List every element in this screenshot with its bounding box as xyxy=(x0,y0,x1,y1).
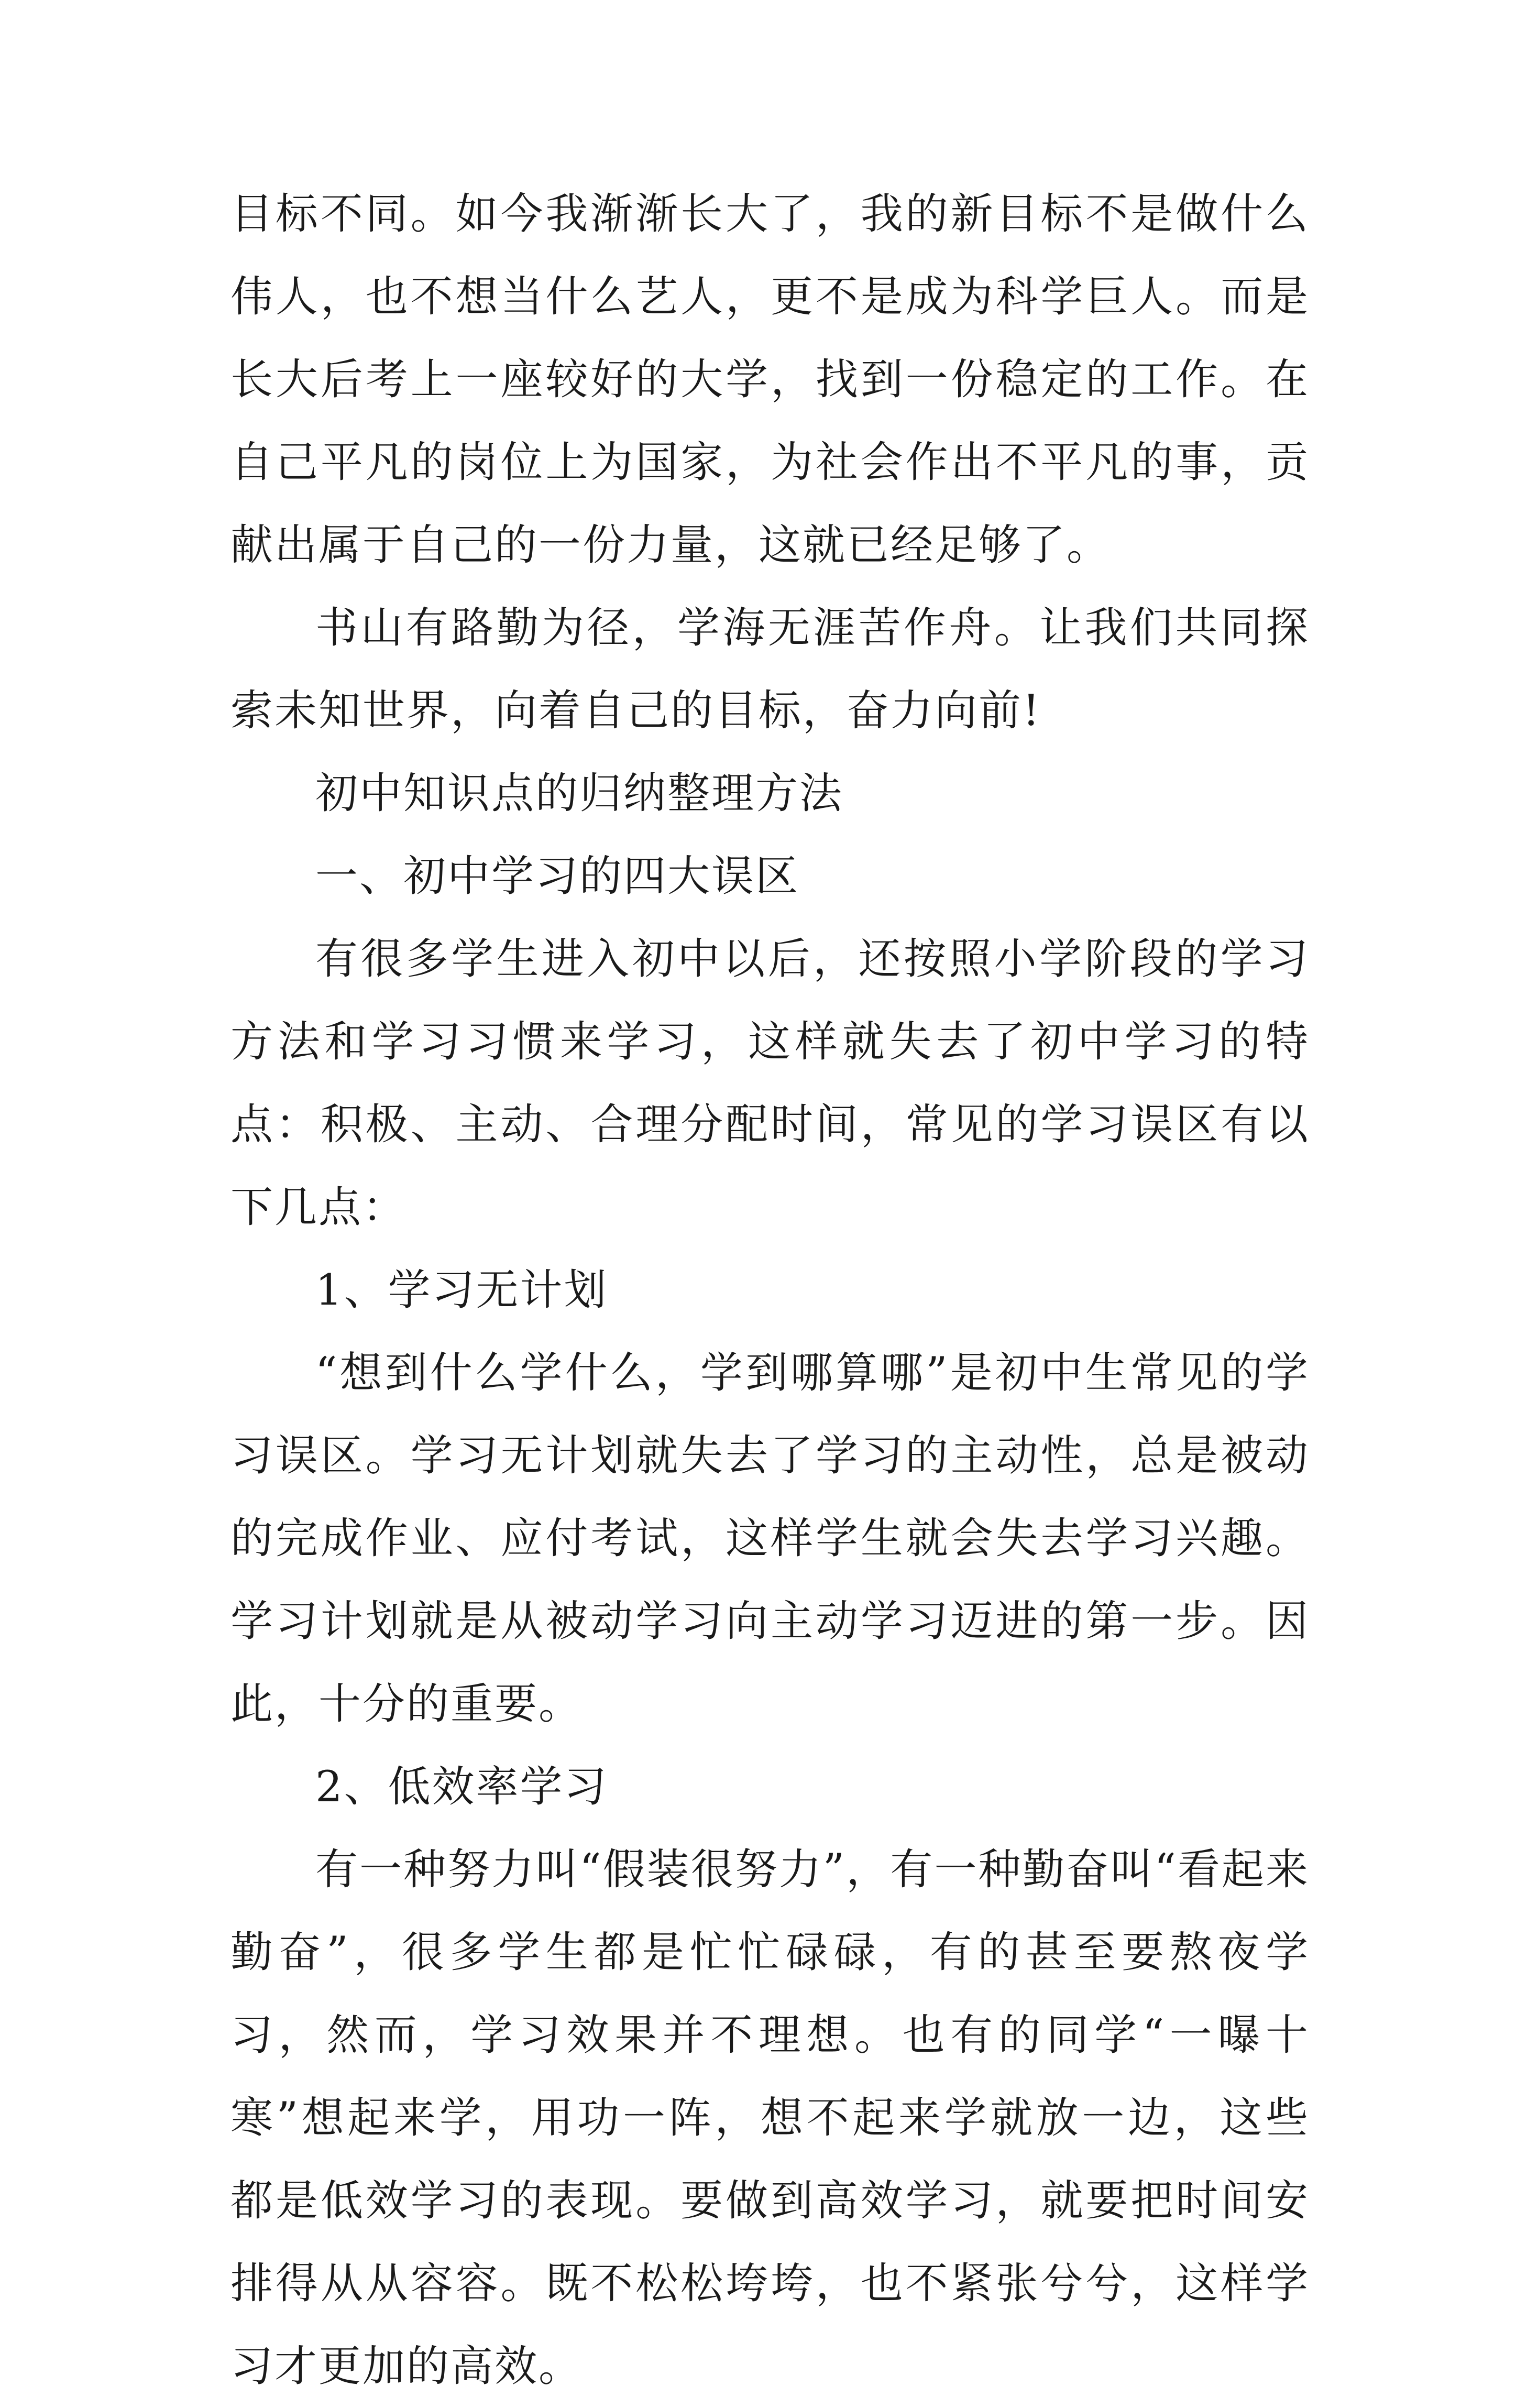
paragraph-item-1: “想到什么学什么，学到哪算哪”是初中生常见的学习误区。学习无计划就失去了学习的主动性，总是被动的完成作业、应付考试，这样学生就会失去学习兴趣。学习计划就是从被动学习向主动学习迈进的第一步。因此，十分的重要。 xyxy=(230,1349,1310,1729)
section-title: 初中知识点的归纳整理方法 xyxy=(315,769,844,818)
paragraph-continuation: 目标不同。如今我渐渐长大了，我的新目标不是做什么伟人，也不想当什么艺人，更不是成为科学巨人。而是长大后考上一座较好的大学，找到一份稳定的工作。在自己平凡的岗位上为国家，为社会作出不平凡的事，贡献出属于自己的一份力量，这就已经足够了。 xyxy=(230,190,1310,570)
paragraph-item-2: 有一种努力叫“假装很努力”，有一种勤奋叫“看起来勤奋”，很多学生都是忙忙碌碌，有的甚至要熬夜学习，然而，学习效果并不理想。也有的同学“一曝十寒”想起来学，用功一阵，想不起来学就放一边，这些都是低效学习的表现。要做到高效学习，就要把时间安排得从从容容。既不松松垮垮，也不紧张兮兮，这样学习才更加的高效。 xyxy=(230,1845,1310,2391)
document-body xyxy=(230,173,1310,2408)
paragraph-motto: 书山有路勤为径，学海无涯苦作舟。让我们共同探索未知世界，向着自己的目标，奋力向前! xyxy=(230,604,1310,736)
heading-item-1: 1、学习无计划 xyxy=(315,1266,608,1315)
paragraph-intro: 有很多学生进入初中以后，还按照小学阶段的学习方法和学习习惯来学习，这样就失去了初中学习的特点：积极、主动、合理分配时间，常见的学习误区有以下几点： xyxy=(230,935,1310,1232)
heading-level-1: 一、初中学习的四大误区 xyxy=(315,852,800,901)
heading-item-2: 2、低效率学习 xyxy=(315,1763,608,1812)
